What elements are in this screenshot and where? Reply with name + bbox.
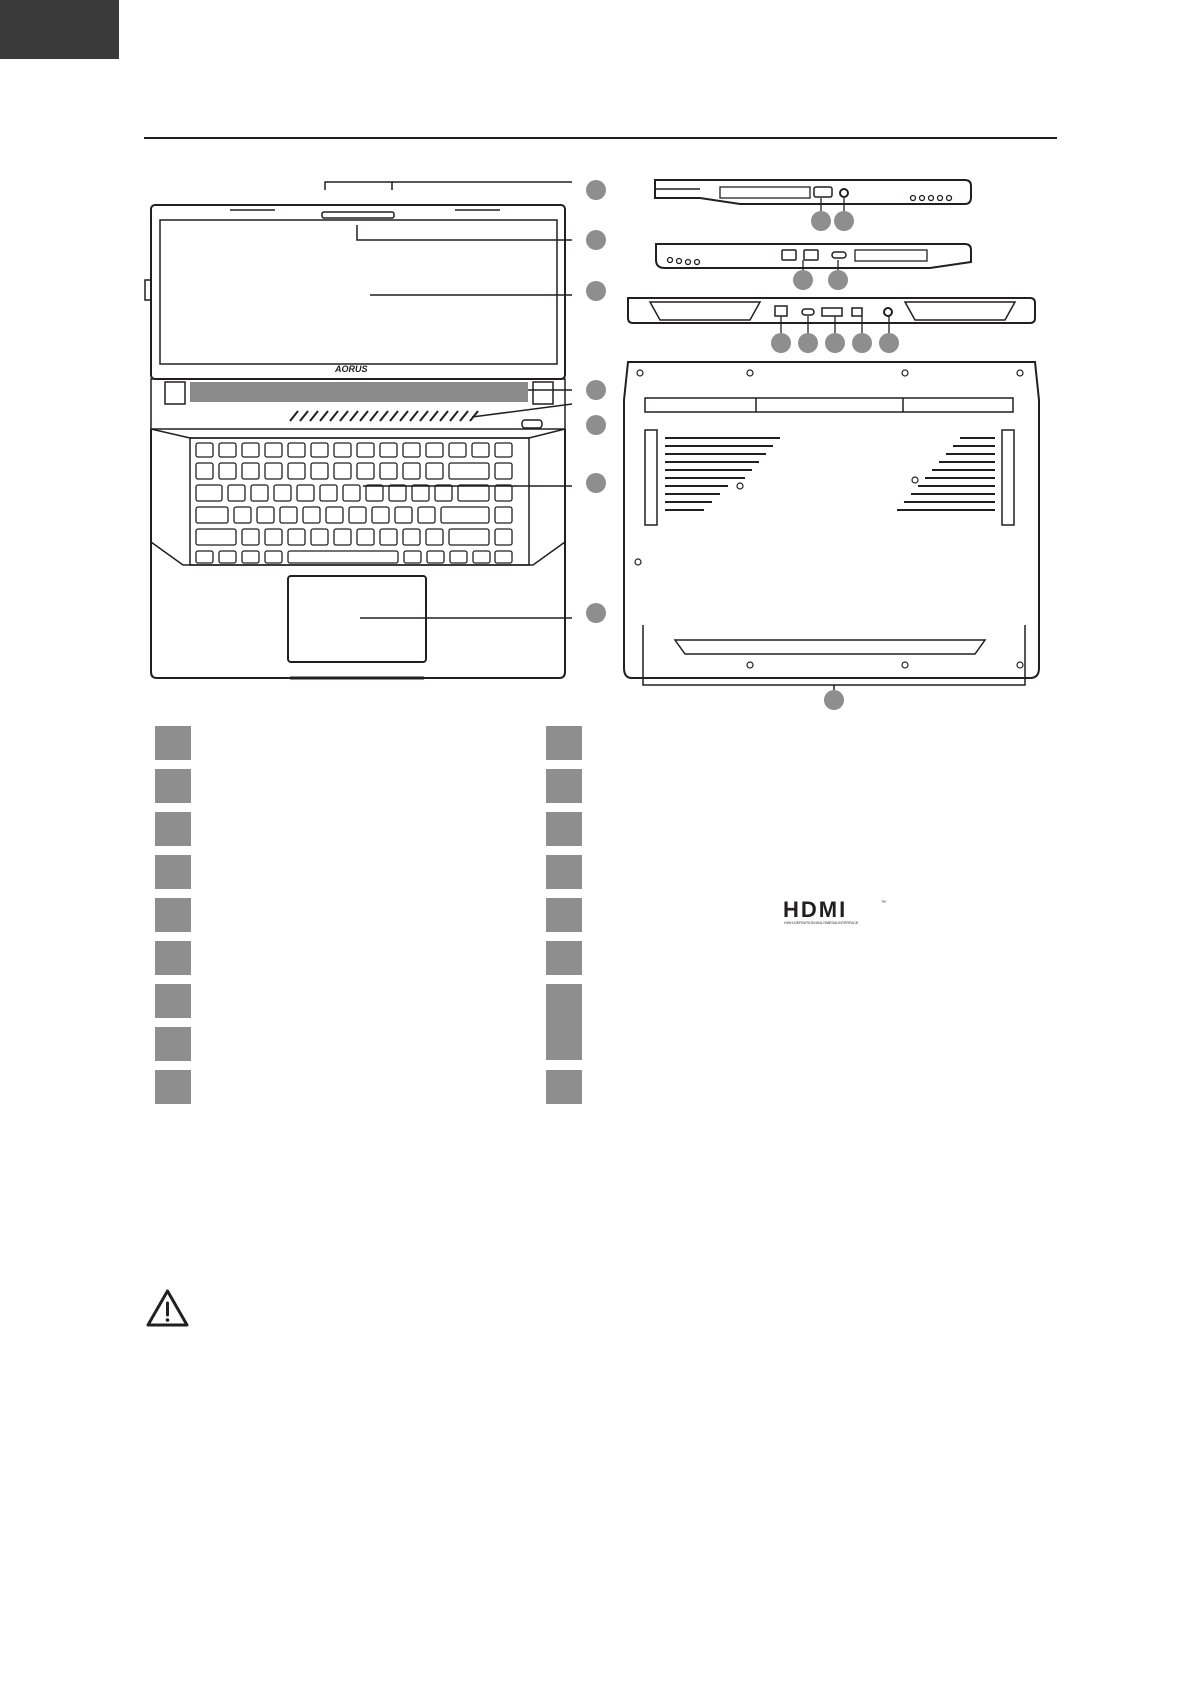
- callout-marker: [586, 473, 606, 493]
- bottom-vent-left: [665, 438, 780, 510]
- callout-marker: [852, 333, 872, 353]
- callout-marker: [586, 180, 606, 200]
- legend-box: [546, 984, 582, 1060]
- laptop-lid: [145, 205, 565, 379]
- callout-marker: [586, 230, 606, 250]
- legend-box: [546, 769, 582, 803]
- callout-marker: [811, 211, 831, 231]
- bottom-view: [624, 362, 1039, 690]
- callout-marker: [834, 211, 854, 231]
- legend-box: [155, 855, 191, 889]
- svg-text:HIGH-DEFINITION MULTIMEDIA INT: HIGH-DEFINITION MULTIMEDIA INTERFACE: [784, 921, 859, 925]
- callout-marker: [586, 380, 606, 400]
- callout-marker: [824, 690, 844, 710]
- callout-marker: [879, 333, 899, 353]
- svg-text:™: ™: [881, 900, 886, 906]
- keyboard-vent: [290, 411, 478, 421]
- keyboard-keys: [196, 443, 512, 563]
- hdmi-logo: [783, 898, 888, 926]
- side-view-left: [655, 180, 971, 204]
- laptop-base: [151, 182, 572, 678]
- legend-box: [546, 726, 582, 760]
- legend-box: [155, 726, 191, 760]
- laptop-diagram: [0, 0, 1191, 720]
- warning-triangle-icon: [145, 1288, 190, 1328]
- laptop-hinge: [151, 379, 565, 429]
- svg-text:HDMI: HDMI: [783, 898, 848, 922]
- legend-box: [155, 812, 191, 846]
- legend-box: [155, 769, 191, 803]
- legend-box: [546, 855, 582, 889]
- callout-marker: [586, 603, 606, 623]
- callout-marker: [798, 333, 818, 353]
- callout-marker: [828, 270, 848, 290]
- callout-marker: [586, 415, 606, 435]
- aorus-logo: AORUS: [335, 364, 368, 374]
- legend-box: [546, 1070, 582, 1104]
- callout-marker: [793, 270, 813, 290]
- bottom-vent-right: [897, 438, 995, 510]
- legend-box: [155, 898, 191, 932]
- back-view: [628, 298, 1035, 323]
- callout-marker: [586, 281, 606, 301]
- legend-box: [155, 1070, 191, 1104]
- callout-marker: [771, 333, 791, 353]
- legend-box: [155, 941, 191, 975]
- legend-box: [546, 812, 582, 846]
- legend-box: [546, 941, 582, 975]
- legend-box: [155, 1027, 191, 1061]
- legend-box: [546, 898, 582, 932]
- side-view-right: [656, 244, 971, 268]
- callout-marker: [825, 333, 845, 353]
- legend-box: [155, 984, 191, 1018]
